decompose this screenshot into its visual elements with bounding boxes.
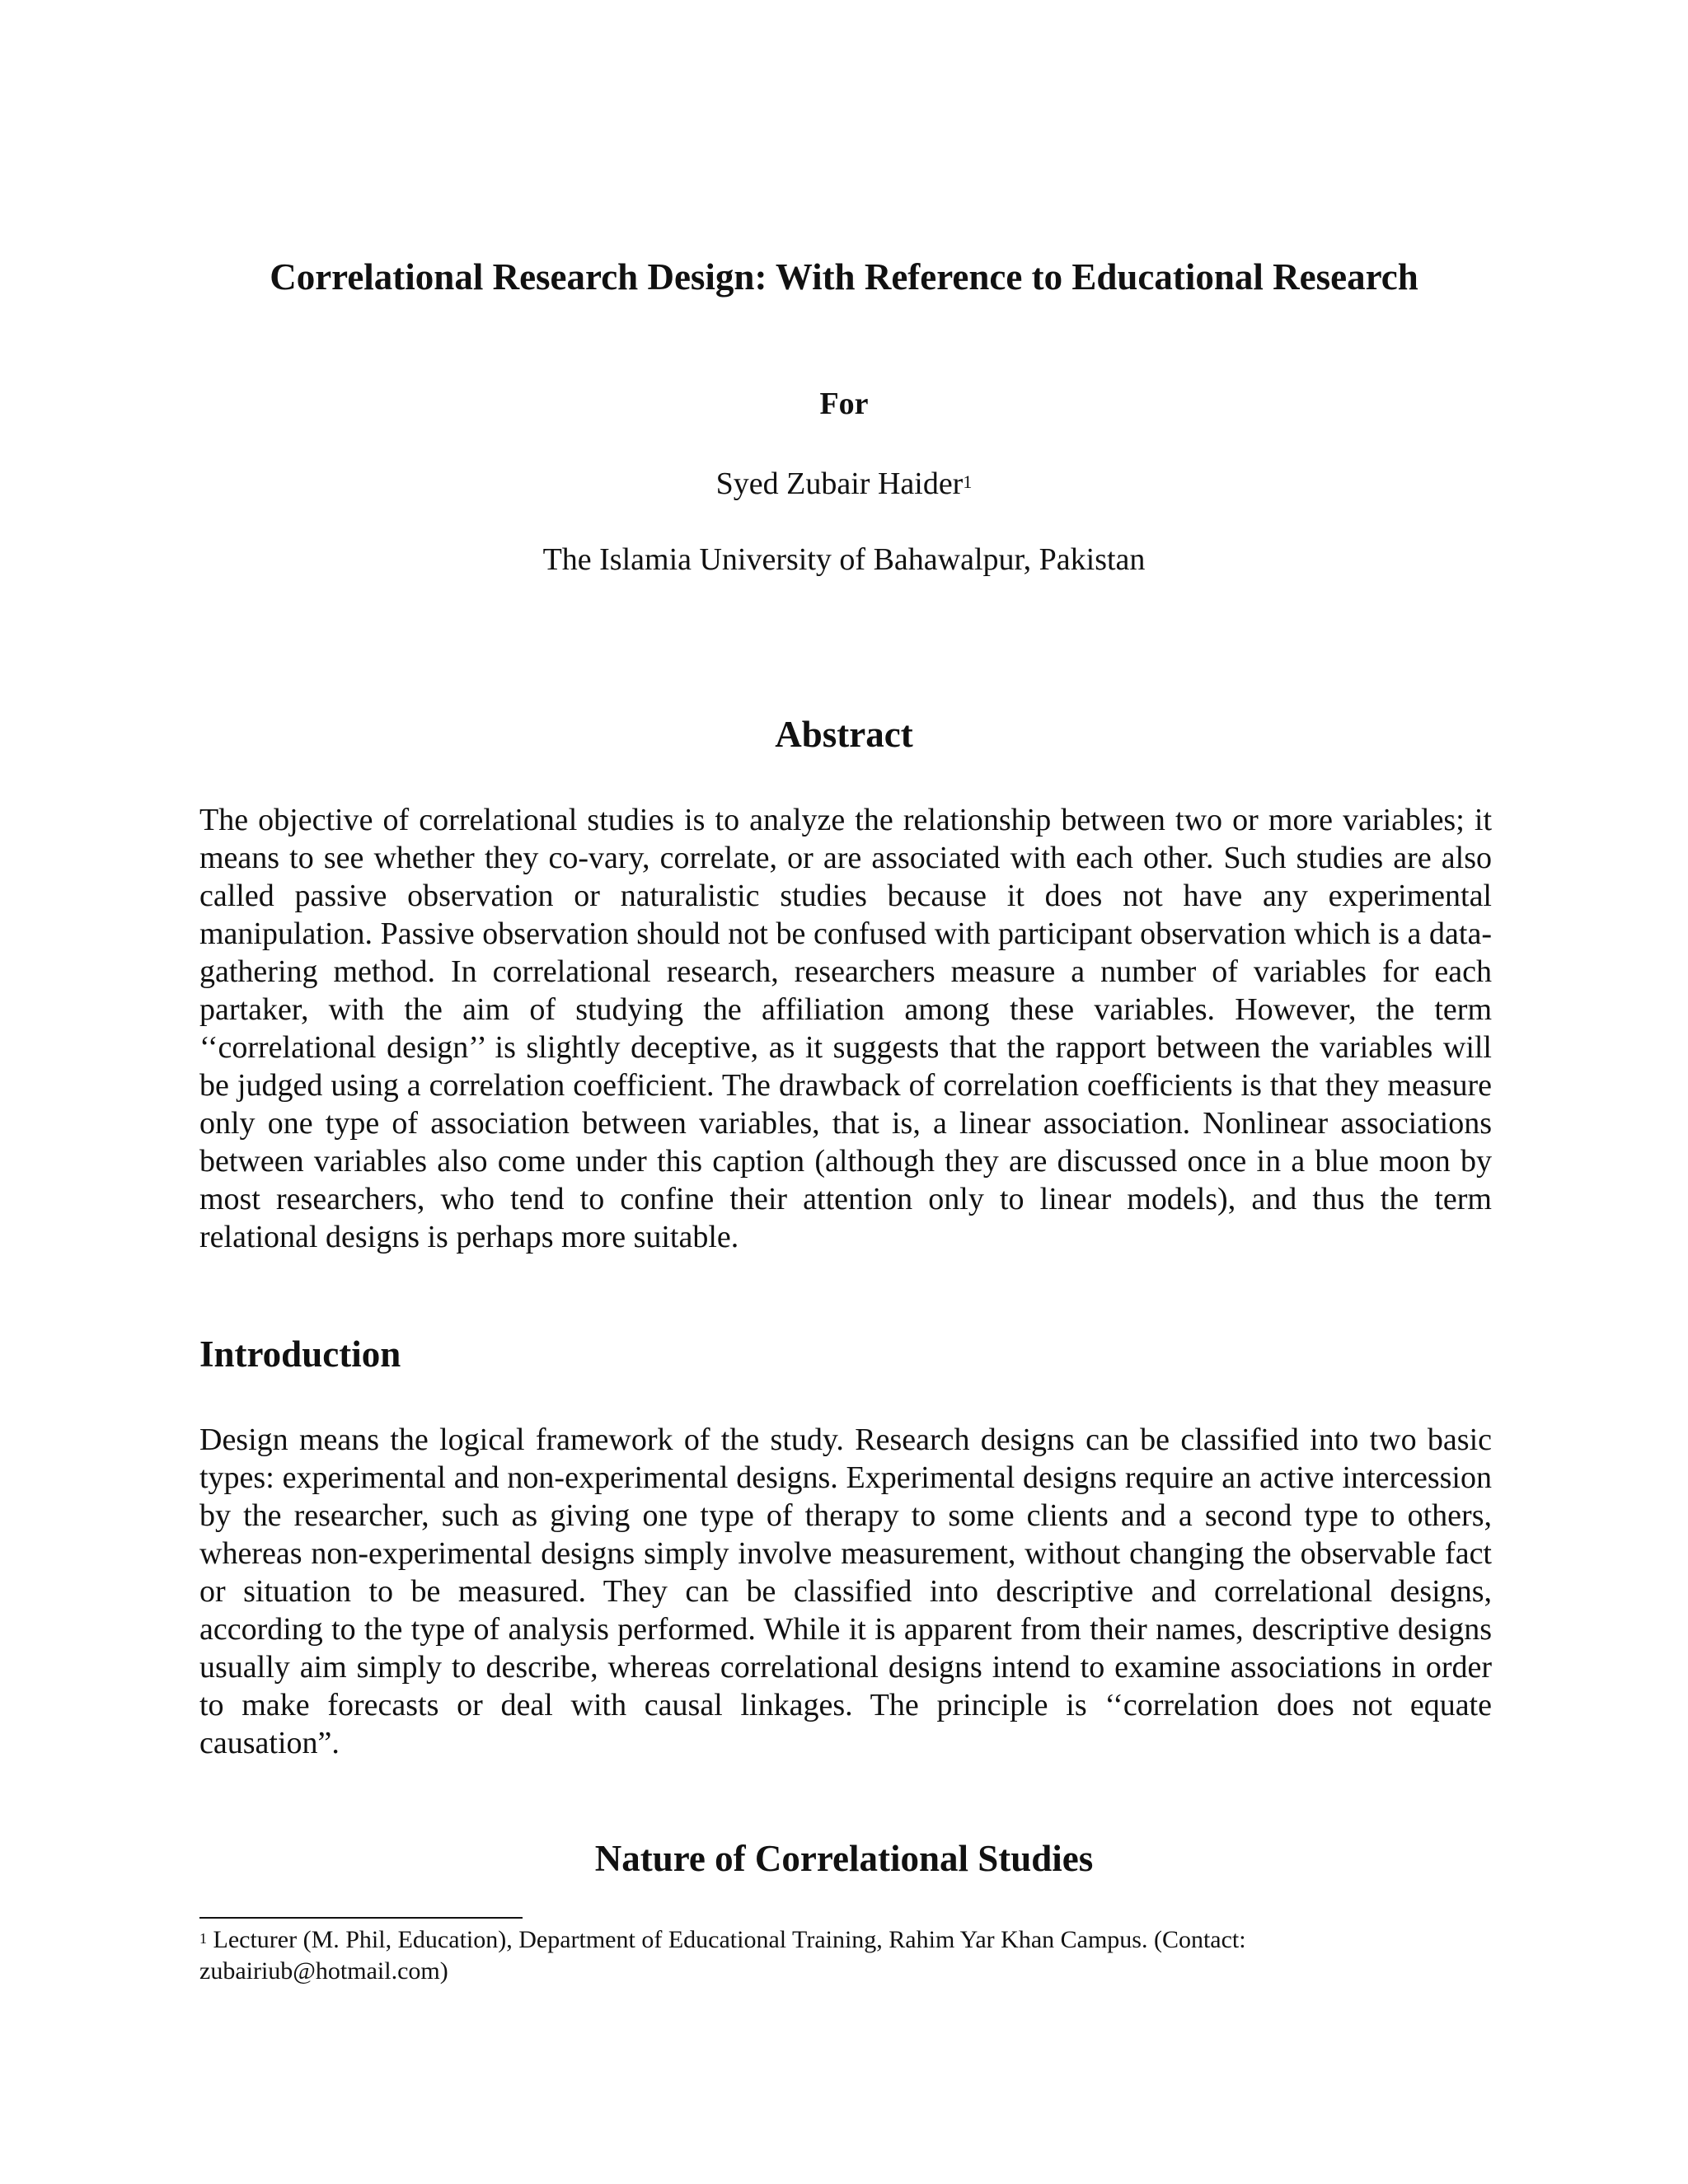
footnote-text: Lecturer (M. Phil, Education), Department of Educational Training, Rahim Yar Khan Campus. (Contact: zubairiub@hotmail.com) [199,1926,1246,1985]
paper-title: Correlational Research Design: With Reference to Educational Research [270,256,1418,298]
author-footnote-mark: 1 [963,471,973,492]
author-name: Syed Zubair Haider [715,466,964,501]
abstract-paragraph: The objective of correlational studies is to analyze the relationship between two or more variables; it means to see whether they co-vary, correlate, or are associated with each other. Such studies are also called passive observation or naturalistic studies because it does not have any experimental manipulation. Passive observation should not be confused with participant observation which is a data-gathering method. In correlational research, researchers measure a number of variables for each partaker, with the aim of studying the affiliation among these variables. However, the term ‘‘correlational design’’ is slightly deceptive, as it suggests that the rapport between the variables will be judged using a correlation coefficient. The drawback of correlation coefficients is that they measure only one type of association between variables, that is, a linear association. Nonlinear associations between variables also come under this caption (although they are discussed once in a blue moon by most researchers, who tend to confine their attention only to linear models), and thus the term relational designs is perhaps more suitable. [199,803,1492,1254]
nature-section-heading: Nature of Correlational Studies [594,1838,1094,1879]
introduction-paragraph: Design means the logical framework of the study. Research designs can be classified into two basic types: experimental and non-experimental designs. Experimental designs require an active intercession by the researcher, such as giving one type of therapy to some clients and a second type to others, whereas non-experimental designs simply involve measurement, without changing the observable fact or situation to be measured. They can be classified into descriptive and correlational designs, according to the type of analysis performed. While it is apparent from their names, descriptive designs usually aim simply to describe, whereas correlational designs intend to examine associations in order to make forecasts or deal with causal linkages. The principle is ‘‘correlation does not equate causation”. [199,1422,1492,1760]
footnote-divider [199,1917,523,1919]
introduction-heading: Introduction [199,1333,401,1375]
footnote-mark: 1 [199,1930,207,1947]
for-label: For [819,387,869,421]
author-line [0,465,1688,503]
abstract-heading: Abstract [775,714,913,755]
footnote [199,1924,1492,1987]
author-affiliation: The Islamia University of Bahawalpur, Pakistan [542,542,1146,577]
